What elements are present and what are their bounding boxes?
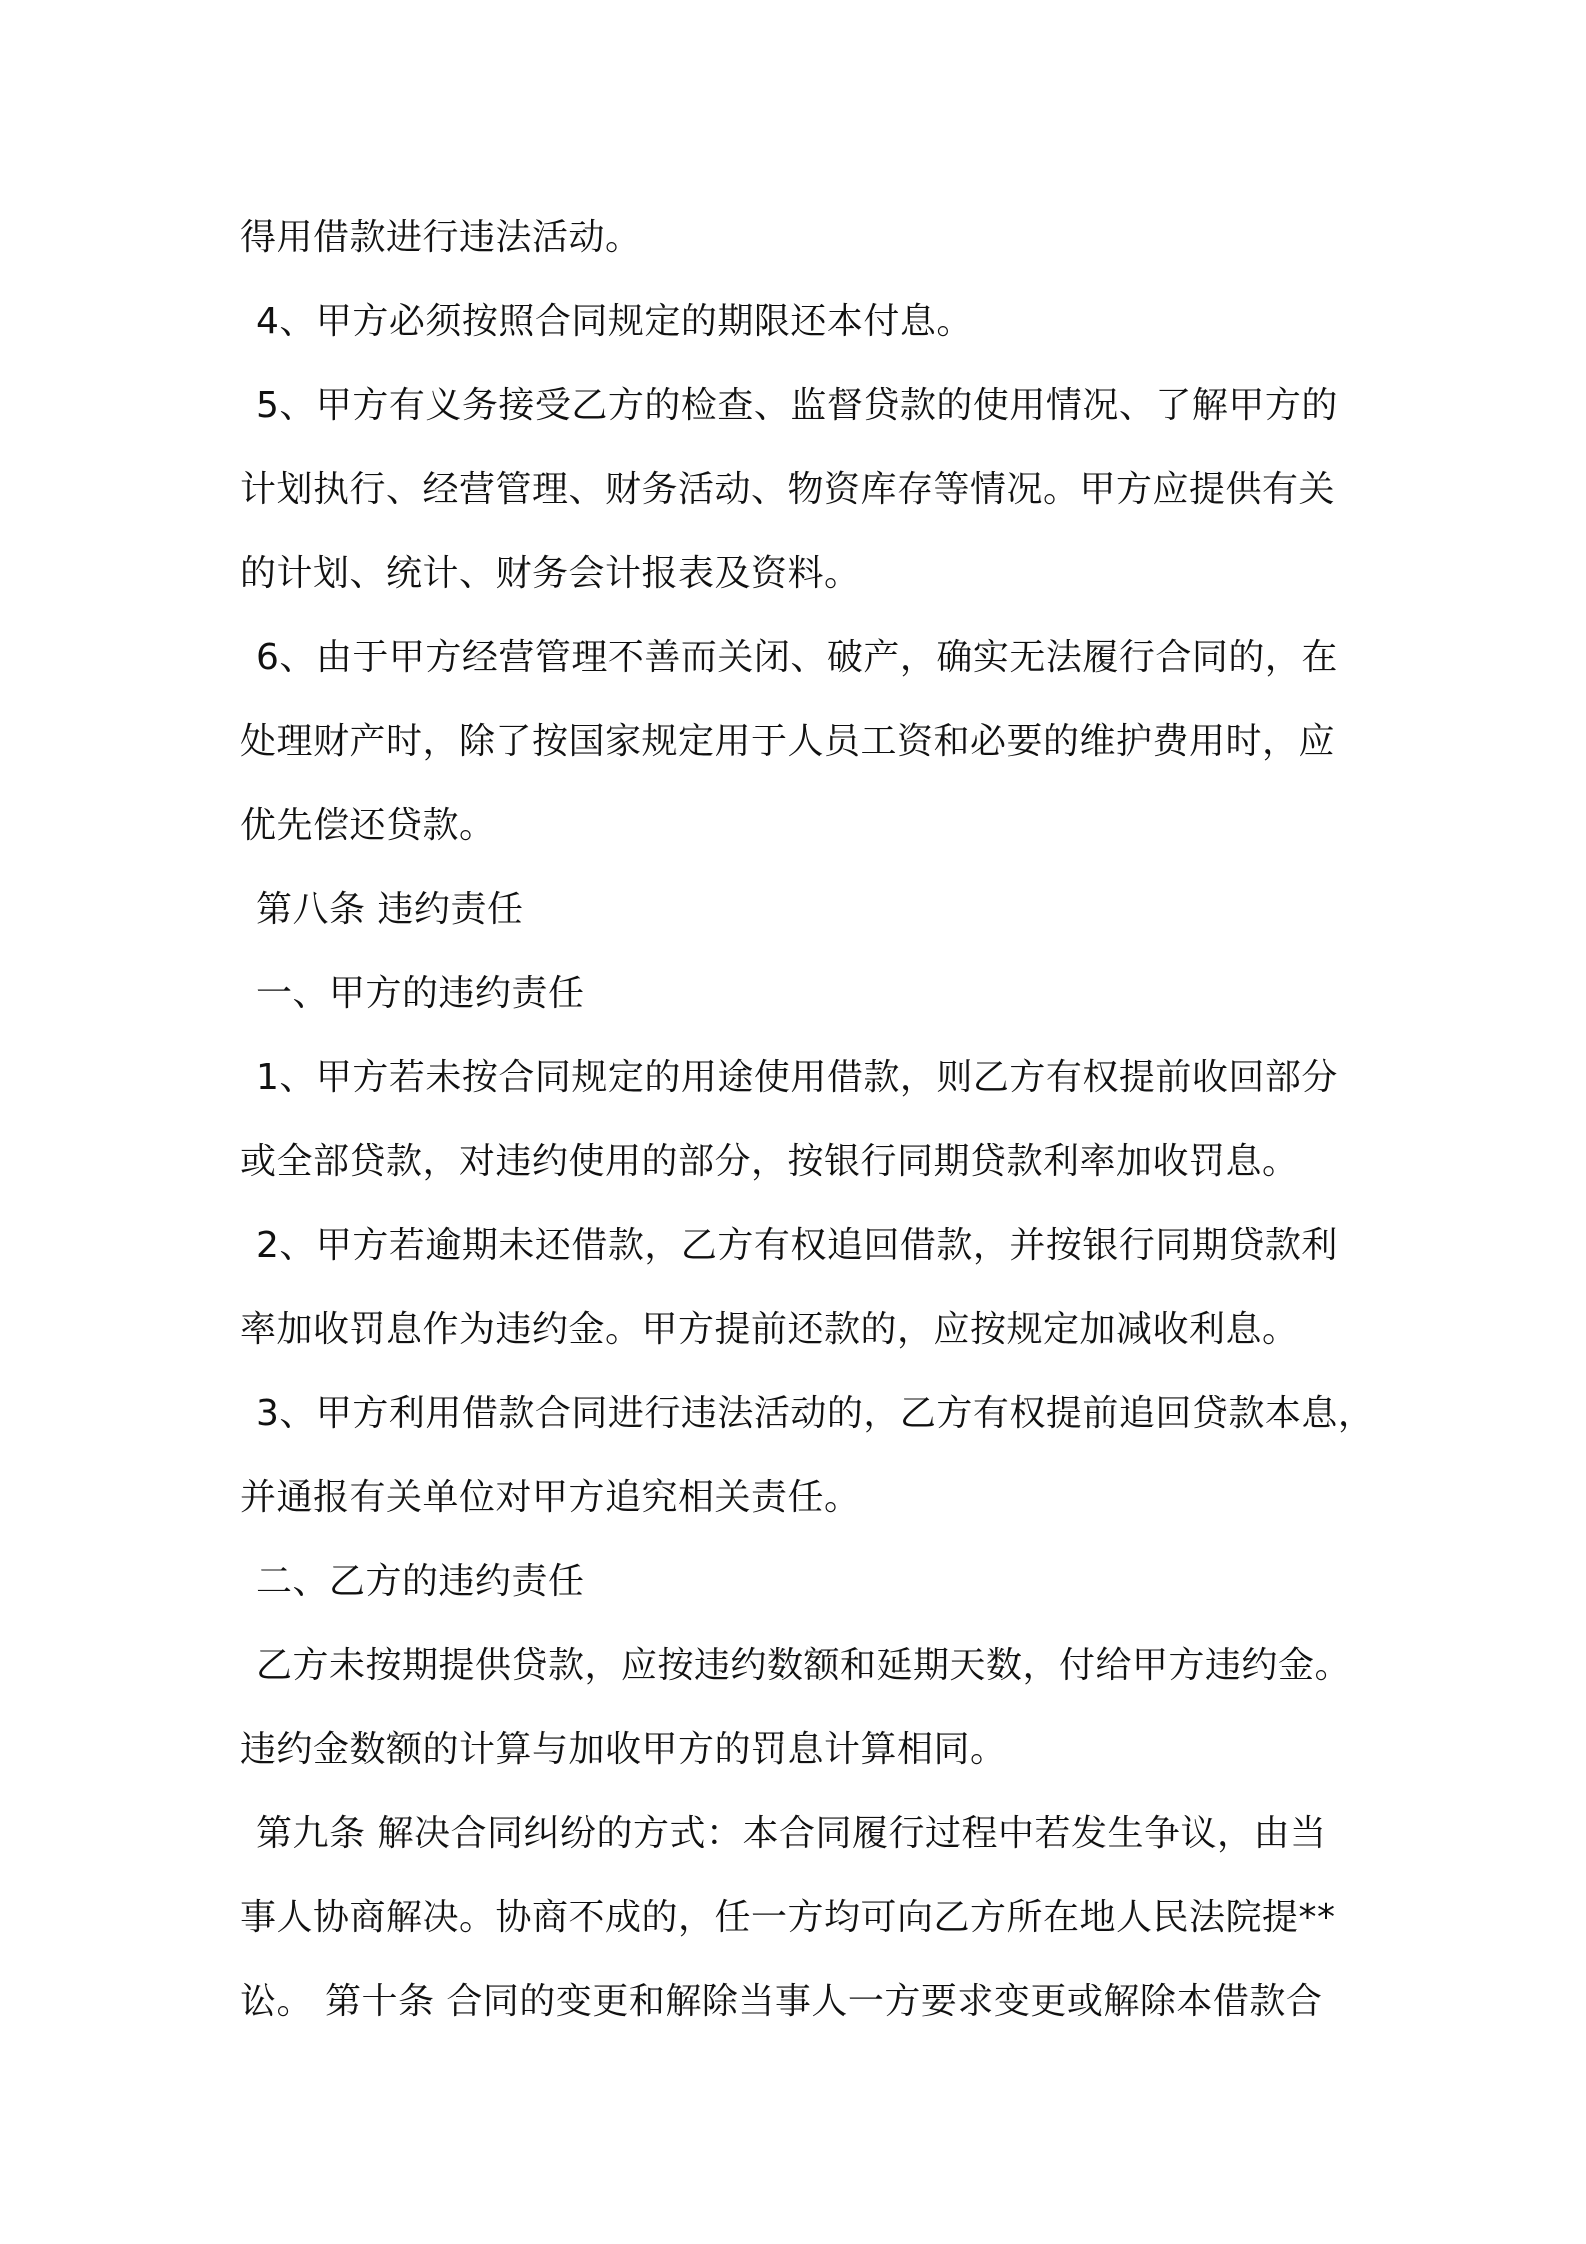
text-line: 处理财产时，除了按国家规定用于人员工资和必要的维护费用时，应: [240, 721, 1336, 762]
text-line: 得用借款进行违法活动。: [240, 217, 642, 258]
section-heading: 第八条 违约责任: [256, 889, 524, 930]
text-line: 6、由于甲方经营管理不善而关闭、破产，确实无法履行合同的，在: [256, 637, 1338, 678]
text-line: 1、甲方若未按合同规定的用途使用借款，则乙方有权提前收回部分: [256, 1057, 1338, 1098]
text-line: 或全部贷款，对违约使用的部分，按银行同期贷款利率加收罚息。: [240, 1141, 1299, 1182]
text-line: 率加收罚息作为违约金。甲方提前还款的，应按规定加减收利息。: [240, 1309, 1299, 1350]
text-line: 乙方未按期提供贷款，应按违约数额和延期天数，付给甲方违约金。: [256, 1645, 1352, 1686]
text-line: 并通报有关单位对甲方追究相关责任。: [240, 1477, 861, 1518]
text-line: 2、甲方若逾期未还借款，乙方有权追回借款，并按银行同期贷款利: [256, 1225, 1338, 1266]
text-line: 优先偿还贷款。: [240, 805, 496, 846]
subsection-heading: 二、乙方的违约责任: [256, 1561, 585, 1602]
text-line: 5、甲方有义务接受乙方的检查、监督贷款的使用情况、了解甲方的: [256, 385, 1338, 426]
text-line: 的计划、统计、财务会计报表及资料。: [240, 553, 861, 594]
text-line: 讼。 第十条 合同的变更和解除当事人一方要求变更或解除本借款合: [240, 1981, 1323, 2022]
document-body: [240, 196, 1375, 2044]
text-line: 计划执行、经营管理、财务活动、物资库存等情况。甲方应提供有关: [240, 469, 1336, 510]
subsection-heading: 一、甲方的违约责任: [256, 973, 585, 1014]
text-line: 违约金数额的计算与加收甲方的罚息计算相同。: [240, 1729, 1007, 1770]
text-line: 4、甲方必须按照合同规定的期限还本付息。: [256, 301, 973, 342]
section-heading: 第九条 解决合同纠纷的方式：本合同履行过程中若发生争议，由当: [256, 1813, 1327, 1854]
text-line: 3、甲方利用借款合同进行违法活动的，乙方有权提前追回贷款本息，: [256, 1393, 1375, 1434]
text-line: 事人协商解决。协商不成的，任一方均可向乙方所在地人民法院提**: [240, 1897, 1336, 1938]
